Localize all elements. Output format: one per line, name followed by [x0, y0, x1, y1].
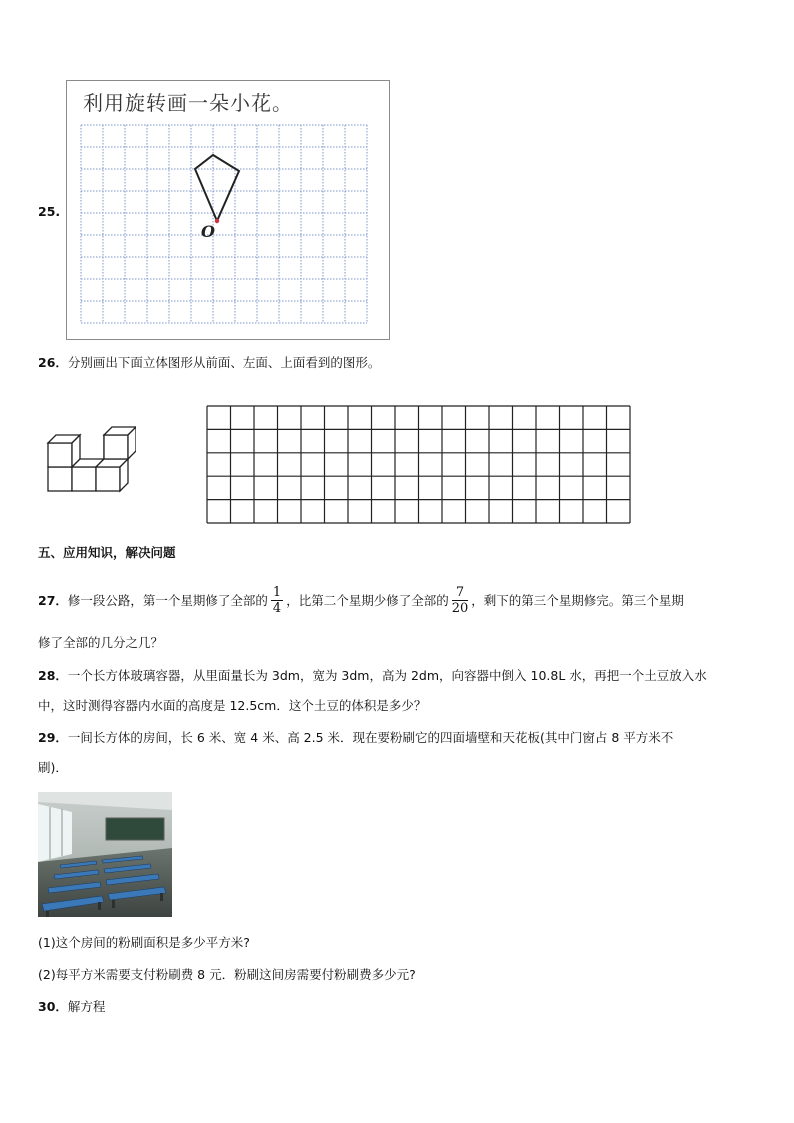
question-28-number: 28． — [38, 668, 68, 683]
question-26-text: 分别画出下面立体图形从前面、左面、上面看到的图形。 — [67, 355, 381, 370]
question-26-number: 26． — [38, 355, 68, 370]
fraction-denominator: 20 — [451, 601, 469, 616]
dotted-grid — [79, 123, 369, 327]
question-25-number: 25. — [38, 204, 61, 219]
drawing-grid — [206, 405, 634, 525]
question-29-line-1 — [38, 729, 673, 747]
question-29-sub-2: (2)每平方米需要支付粉刷费 8 元．粉刷这间房需要付粉刷费多少元? — [38, 967, 416, 982]
kite-shape — [195, 155, 239, 221]
pivot-point — [215, 219, 219, 223]
rotation-figure — [66, 80, 390, 340]
question-30-number: 30． — [38, 999, 68, 1014]
question-27-text-c: ，剩下的第三个星期修完。第三个星期 — [471, 593, 684, 608]
question-27-line-1 — [38, 586, 684, 617]
question-29-line-2: 刷)． — [38, 760, 68, 775]
fraction-numerator: 1 — [272, 585, 282, 600]
question-30-text: 解方程 — [67, 999, 106, 1014]
question-27-text-b: ，比第二个星期少修了全部的 — [286, 593, 449, 608]
question-27-line-2: 修了全部的几分之几？ — [38, 635, 164, 650]
cube-solid-figure — [44, 425, 136, 495]
fraction-one-quarter — [271, 585, 283, 616]
section-title: 五、应用知识，解决问题 — [38, 545, 176, 560]
fraction-denominator: 4 — [272, 601, 282, 616]
figure-title: 利用旋转画一朵小花。 — [83, 91, 293, 115]
question-28-text: 一个长方体玻璃容器，从里面量长为 3dm，宽为 3dm，高为 2dm，向容器中倒入 10.8L 水，再把一个土豆放入水 — [67, 668, 707, 683]
fraction-seven-twentieths — [452, 585, 469, 616]
classroom-photo — [38, 792, 172, 917]
question-30 — [38, 998, 105, 1016]
question-28-line-2: 中，这时测得容器内水面的高度是 12.5cm．这个土豆的体积是多少？ — [38, 698, 427, 713]
question-29-text: 一间长方体的房间，长 6 米、宽 4 米、高 2.5 米．现在要粉刷它的四面墙壁和天花板(其中门窗占 8 平方米不 — [67, 730, 674, 745]
question-26 — [38, 354, 380, 372]
fraction-numerator: 7 — [452, 585, 469, 601]
question-29-sub-1: (1)这个房间的粉刷面积是多少平方米? — [38, 935, 250, 950]
question-29-number: 29． — [38, 730, 68, 745]
question-28-line-1 — [38, 667, 707, 685]
question-27-text-a: 修一段公路，第一个星期修了全部的 — [67, 593, 268, 608]
question-27-number: 27． — [38, 593, 68, 608]
point-label-o: O — [201, 222, 215, 241]
